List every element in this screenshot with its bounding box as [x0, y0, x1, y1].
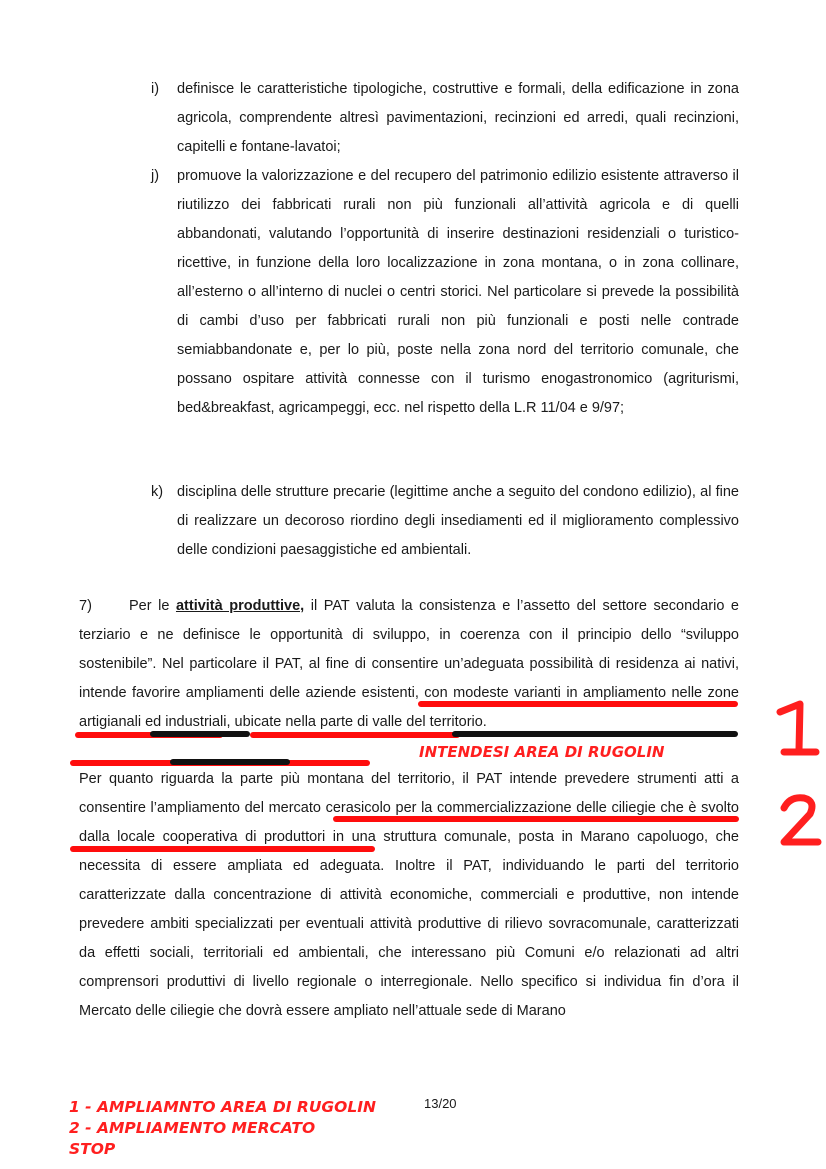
list-text: promuove la valorizzazione e del recupero del patrimonio edilizio esistente attraverso il riutilizzo dei fabbricati rurali non più funzionali all’attività agricola e di quelli abbandonati, valutando l’opportunità di inserire destinazioni residenziali o turistico-ricettive, in funzione della loro localizzazione in zona montana, o in zona collinare, all’esterno o all’interno di nuclei o centri storici. Nel particolare si prevede la possibilità di cambi d’uso per fabbricati rurali non più funzionali e posti nelle contrade semiabbandonate e, per lo più, poste nella zona nord del territorio comunale, che possano ospitare attività connesse con il turismo enogastronomico (agriturismi, bed&breakfast, agricampeggi, ecc. nel rispetto della L.R 11/04 e 9/97;	[177, 168, 739, 416]
handwritten-number-2	[776, 794, 826, 852]
area-annotation: INTENDESI AREA DI RUGOLIN	[419, 743, 665, 761]
paragraph-7	[79, 592, 739, 737]
list-marker: j)	[151, 168, 160, 184]
list-text: disciplina delle strutture precarie (legittime anche a seguito del condono edilizio), al fine di realizzare un decoroso riordino degli insediamenti ed il miglioramento complessivo delle condizioni paesaggistiche ed ambientali.	[177, 484, 739, 558]
handwritten-number-1	[772, 700, 822, 762]
paragraph-bold: attività produttive,	[175, 598, 305, 614]
black-underline	[150, 731, 250, 737]
footer-notes	[69, 1097, 376, 1160]
paragraph-8: Per quanto riguarda la parte più montana del territorio, il PAT intende prevedere strumenti atti a consentire l’ampliamento del mercato cerasicolo per la commercializzazione delle ciliegie che è svolto dalla locale cooperativa di produttori in una struttura comunale, posta in Marano capoluogo, che necessita di essere ampliata ed adeguata. Inoltre il PAT, individuando le parti del territorio caratterizzate dalla concentrazione di attività economiche, commerciali e produttive, non intende prevedere ambiti specializzati per eventuali attività produttive di rilievo sovracomunale, caratterizzati da effetti sociali, territoriali ed ambientali, che interessano più Comuni e/o relazionati ad altri comprensori produttivi di livello regionale o interregionale. Nello specifico si individua fin d’ora il Mercato delle ciliegie che dovrà essere ampliato nell’attuale sede di Marano	[79, 771, 739, 1019]
list-text: definisce le caratteristiche tipologiche, costruttive e formali, della edificazione in zona agricola, comprendente altresì pavimentazioni, recinzioni ed arredi, quali recinzioni, capitelli e fontane-lavatoi;	[177, 81, 739, 155]
footer-note: STOP	[69, 1140, 116, 1158]
footer-note: 2 - AMPLIAMENTO MERCATO	[69, 1119, 316, 1137]
paragraph-number: 7)	[79, 598, 92, 614]
footer-note: 1 - AMPLIAMNTO AREA DI RUGOLIN	[69, 1098, 376, 1116]
paragraph-text: il PAT valuta la consistenza e l’assetto del settore secondario e terziario e ne definisce le opportunità di sviluppo, in coerenza con il principio dello “sviluppo sostenibile”. Nel particolare il PAT, al fine di consentire un’adeguata possibilità di residenza ai nativi, intende favorire ampliamenti delle aziende esistenti, con modeste varianti in ampliamento nelle zone artigianali ed industriali, ubicate nella parte di valle del territorio.	[79, 598, 739, 730]
red-underline	[418, 701, 738, 707]
black-underline	[170, 759, 290, 765]
red-underline	[250, 732, 460, 738]
list-marker: i)	[151, 81, 160, 97]
paragraph-lead: Per le	[129, 598, 176, 614]
page-number: 13/20	[424, 1096, 457, 1111]
red-underline	[333, 816, 739, 822]
red-underline	[70, 846, 375, 852]
list-marker: k)	[151, 484, 164, 500]
black-underline	[452, 731, 738, 737]
